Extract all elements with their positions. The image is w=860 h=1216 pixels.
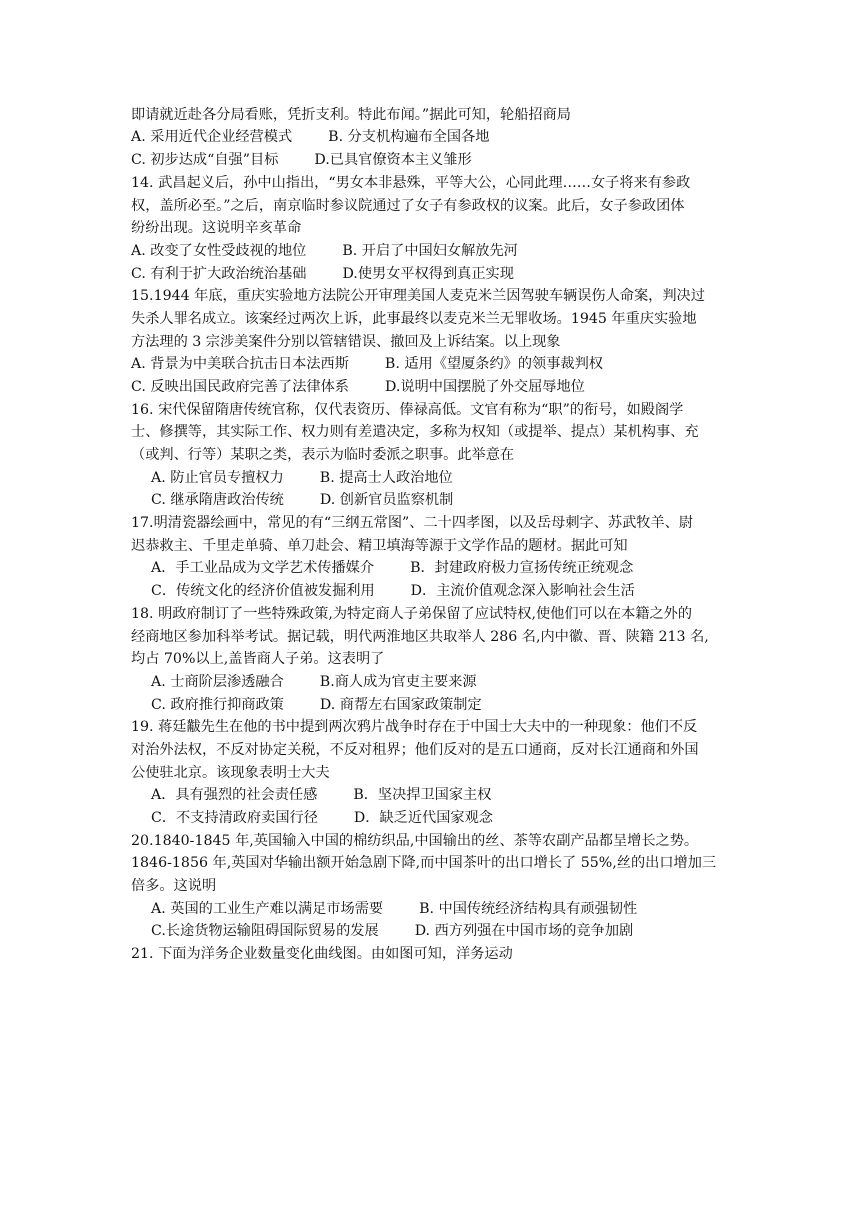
option-row	[131, 263, 514, 285]
option-row	[151, 557, 633, 579]
answer-option: D.使男女平权得到真正实现	[342, 266, 514, 282]
text-line: 14. 武昌起义后，孙中山指出，“男女本非悬殊，平等大公，心同此理……女子将来有参政	[131, 175, 691, 191]
option-row	[131, 353, 603, 375]
answer-option: A. 士商阶层渗透融合	[151, 674, 284, 690]
text-line: 方法理的 3 宗涉美案件分别以管辖错误、撤回及上诉结案。以上现象	[131, 334, 561, 350]
answer-option: A. 改变了女性受歧视的地位	[131, 243, 307, 259]
option-row	[131, 240, 518, 262]
text-line: 迟恭救主、千里走单骑、单刀赴会、精卫填海等源于文学作品的题材。据此可知	[131, 538, 628, 554]
answer-option: B. 适用《望厦条约》的领事裁判权	[384, 356, 603, 372]
answer-option: C. 继承隋唐政治传统	[151, 492, 284, 508]
answer-option: B. 分支机构遍布全国各地	[328, 129, 490, 145]
answer-option: D. 西方列强在中国市场的竞争加剧	[414, 923, 634, 939]
text-line: 失杀人罪名成立。该案经过两次上诉，此事最终以麦克米兰无罪收场。1945 年重庆实验地	[131, 311, 697, 327]
option-row	[131, 126, 489, 148]
option-row	[151, 671, 477, 693]
answer-option: D.说明中国摆脱了外交屈辱地位	[385, 379, 585, 395]
text-line: 16. 宋代保留隋唐传统官称，仅代表资历、俸禄高低。文官有称为“职”的衔号，如殿阁学	[131, 402, 684, 418]
text-line: （或判、行等）某职之类，表示为临时委派之职事。此举意在	[131, 447, 515, 463]
answer-option: B．坚决捍卫国家主权	[353, 787, 492, 803]
answer-option: C. 有利于扩大政治统治基础	[131, 266, 307, 282]
answer-option: C．传统文化的经济价值被发掘利用	[151, 583, 375, 599]
text-line: 15.1944 年底，重庆实验地方法院公开审理美国人麦克米兰因驾驶车辆误伤人命案，判决过	[131, 288, 705, 304]
answer-option: A. 防止官员专擅权力	[151, 470, 284, 486]
answer-option: A. 英国的工业生产难以满足市场需要	[151, 901, 384, 917]
option-row	[151, 784, 491, 806]
text-line: 纷纷出现。这说明辛亥革命	[131, 220, 302, 236]
answer-option: D.已具官僚资本主义雏形	[314, 152, 472, 168]
option-row	[131, 149, 472, 171]
answer-option: A. 采用近代企业经营模式	[131, 129, 293, 145]
answer-option: B. 中国传统经济结构具有顽强韧性	[419, 901, 638, 917]
text-line: 权，盖所必至。”之后，南京临时参议院通过了女子有参政权的议案。此后，女子参政团体	[131, 198, 685, 214]
answer-option: C.长途货物运输阻碍国际贸易的发展	[151, 923, 379, 939]
answer-option: C. 反映出国民政府完善了法律体系	[131, 379, 349, 395]
text-line: 17.明清瓷器绘画中，常见的有“三纲五常图”、二十四孝图，以及岳母刺字、苏武牧羊、尉	[131, 515, 694, 531]
text-line: 1846-1856 年,英国对华输出额开始急剧下降,而中国茶叶的出口增长了 55%,丝的出口增加三	[131, 855, 717, 871]
text-line: 对治外法权，不反对协定关税，不反对租界；他们反对的是五口通商，反对长江通商和外国	[131, 742, 699, 758]
option-row	[151, 489, 453, 511]
answer-option: A．具有强烈的社会责任感	[151, 787, 318, 803]
text-line: 18. 明政府制订了一些特殊政策,为特定商人子弟保留了应试特权,使他们可以在本籍之外的	[131, 606, 693, 622]
answer-option: B. 开启了中国妇女解放先河	[342, 243, 518, 259]
option-row	[151, 580, 635, 602]
option-row	[151, 920, 633, 942]
option-row	[151, 467, 453, 489]
answer-option: D．缺乏近代国家观念	[353, 810, 493, 826]
option-row	[131, 376, 585, 398]
answer-option: B. 提高士人政治地位	[319, 470, 453, 486]
text-line: 即请就近赴各分局看账，凭折支利。特此布闻。”据此可知，轮船招商局	[131, 107, 571, 123]
text-line: 经商地区参加科举考试。据记载，明代两淮地区共取举人 286 名,内中徽、晋、陕籍 213 名,	[131, 629, 709, 645]
text-line: 20.1840-1845 年,英国输入中国的棉纺织品,中国输出的丝、茶等农副产品都呈增长之势。	[131, 833, 699, 849]
answer-option: A．手工业品成为文学艺术传播媒介	[151, 560, 375, 576]
text-line: 公使驻北京。该现象表明士大夫	[131, 765, 330, 781]
answer-option: B.商人成为官吏主要来源	[319, 674, 477, 690]
text-line: 均占 70%以上,盖皆商人子弟。这表明了	[131, 651, 385, 667]
answer-option: C. 初步达成“自强”目标	[131, 152, 279, 168]
answer-option: D．主流价值观念深入影响社会生活	[410, 583, 635, 599]
option-row	[151, 694, 482, 716]
answer-option: C. 政府推行抑商政策	[151, 697, 284, 713]
text-line: 21. 下面为洋务企业数量变化曲线图。由如图可知，洋务运动	[131, 946, 513, 962]
answer-option: C．不支持清政府卖国行径	[151, 810, 318, 826]
answer-option: D. 商帮左右国家政策制定	[319, 697, 482, 713]
text-line: 倍多。这说明	[131, 878, 217, 894]
text-line: 19. 蒋廷黻先生在他的书中提到两次鸦片战争时存在于中国士大夫中的一种现象：他们不反	[131, 719, 698, 735]
answer-option: A. 背景为中美联合抗击日本法西斯	[131, 356, 349, 372]
answer-option: B．封建政府极力宣扬传统正统观念	[410, 560, 634, 576]
option-row	[151, 807, 493, 829]
answer-option: D. 创新官员监察机制	[319, 492, 454, 508]
option-row	[151, 898, 637, 920]
text-line: 士、修撰等，其实际工作、权力则有差遣决定，多称为权知（或提举、提点）某机构事、充	[131, 424, 699, 440]
